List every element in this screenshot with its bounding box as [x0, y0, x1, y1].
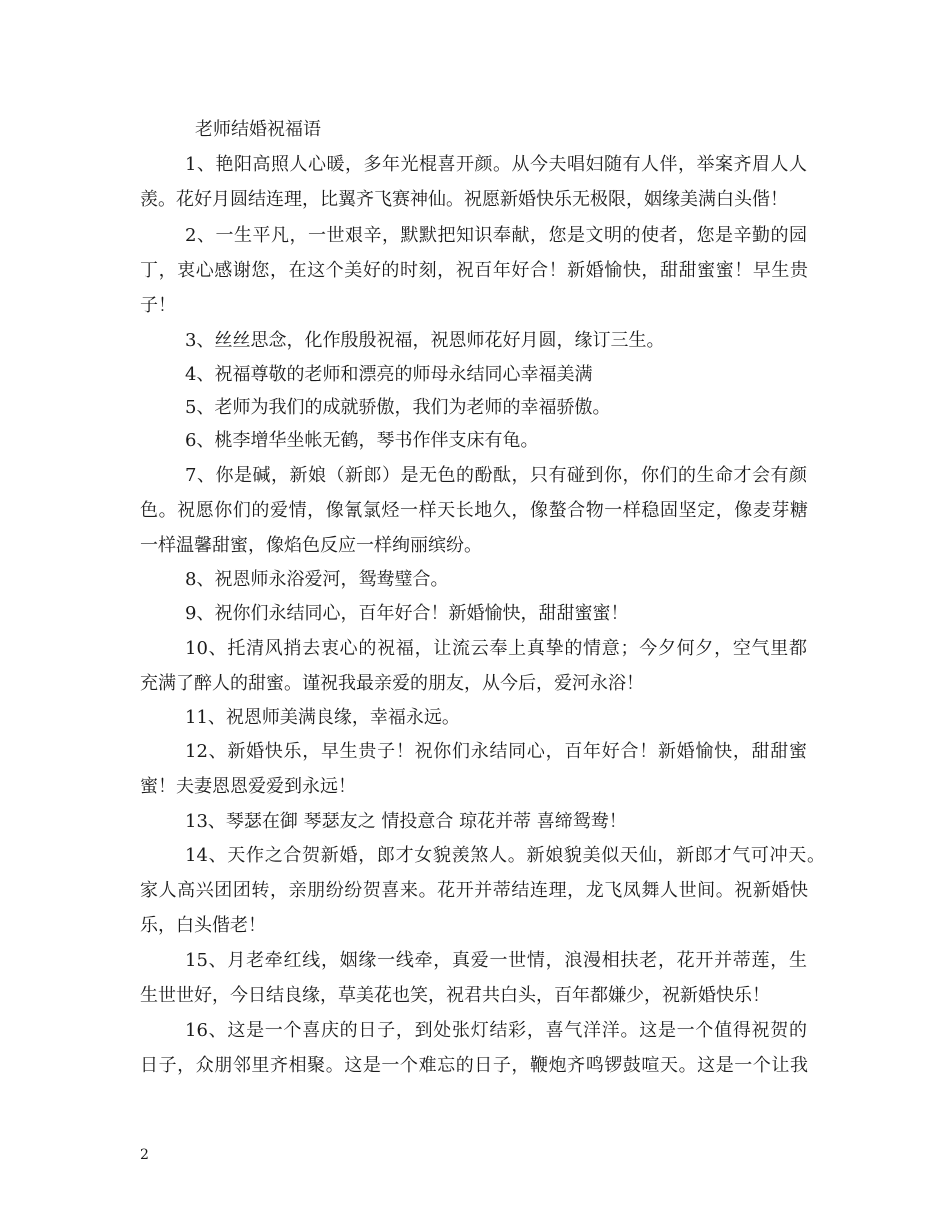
paragraph-line: 5、老师为我们的成就骄傲，我们为老师的幸福骄傲。	[185, 397, 611, 418]
paragraph-line: 丁，衷心感谢您，在这个美好的时刻，祝百年好合！新婚愉快，甜甜蜜蜜！早生贵	[140, 260, 808, 281]
paragraph-line: 色。祝愿你们的爱情，像氰氯烃一样天长地久，像螯合物一样稳固坚定，像麦芽糖	[140, 500, 808, 521]
paragraph-line: 9、祝你们永结同心，百年好合！新婚愉快，甜甜蜜蜜！	[185, 603, 629, 624]
paragraph-line: 14、天作之合贺新婚，郎才女貌羡煞人。新娘貌美似天仙，新郎才气可冲天。	[185, 845, 825, 866]
paragraph-line: 1、艳阳高照人心暖，多年光棍喜开颜。从今夫唱妇随有人伴，举案齐眉人人	[185, 154, 807, 175]
paragraph-line: 8、祝恩师永浴爱河，鸳鸯璧合。	[185, 569, 449, 590]
paragraph-line: 16、这是一个喜庆的日子，到处张灯结彩，喜气洋洋。这是一个值得祝贺的	[185, 1020, 807, 1041]
page-number: 2	[140, 1147, 149, 1163]
paragraph-line: 生世世好，今日结良缘，草美花也笑，祝君共白头，百年都嫌少，祝新婚快乐！	[140, 985, 770, 1006]
paragraph-line: 15、月老牵红线，姻缘一线牵，真爱一世情，浪漫相扶老，花开并蒂莲，生	[185, 950, 807, 971]
paragraph-line: 日子，众朋邻里齐相聚。这是一个难忘的日子，鞭炮齐鸣锣鼓喧天。这是一个让我	[140, 1055, 808, 1076]
paragraph-line: 蜜！夫妻恩恩爱爱到永远！	[140, 776, 356, 797]
paragraph-line: 羡。花好月圆结连理，比翼齐飞赛神仙。祝愿新婚快乐无极限，姻缘美满白头偕！	[140, 189, 788, 210]
paragraph-line: 乐，白头偕老！	[140, 915, 266, 936]
paragraph-line: 12、新婚快乐，早生贵子！祝你们永结同心，百年好合！新婚愉快，甜甜蜜	[185, 741, 807, 762]
paragraph-line: 7、你是碱，新娘（新郎）是无色的酚酞，只有碰到你，你们的生命才会有颜	[185, 465, 807, 486]
paragraph-line: 13、琴瑟在御 琴瑟友之 情投意合 琼花并蒂 喜缔鸳鸯！	[185, 811, 627, 832]
paragraph-line: 3、丝丝思念，化作殷殷祝福，祝恩师花好月圆，缘订三生。	[185, 330, 665, 351]
paragraph-line: 充满了醉人的甜蜜。谨祝我最亲爱的朋友，从今后，爱河永浴！	[140, 673, 644, 694]
paragraph-line: 6、桃李增华坐帐无鹤，琴书作伴支床有龟。	[185, 430, 539, 451]
paragraph-line: 一样温馨甜蜜，像焰色反应一样绚丽缤纷。	[140, 535, 482, 556]
paragraph-line: 10、托清风捎去衷心的祝福，让流云奉上真挚的情意；今夕何夕，空气里都	[185, 638, 807, 659]
paragraph-line: 2、一生平凡，一世艰辛，默默把知识奉献，您是文明的使者，您是辛勤的园	[185, 225, 807, 246]
paragraph-line: 11、祝恩师美满良缘，幸福永远。	[185, 707, 460, 728]
paragraph-line: 子！	[140, 295, 176, 316]
document-title: 老师结婚祝福语	[195, 119, 321, 140]
paragraph-line: 4、祝福尊敬的老师和漂亮的师母永结同心幸福美满	[185, 364, 593, 385]
paragraph-line: 家人高兴团团转，亲朋纷纷贺喜来。花开并蒂结连理，龙飞凤舞人世间。祝新婚快	[140, 880, 808, 901]
